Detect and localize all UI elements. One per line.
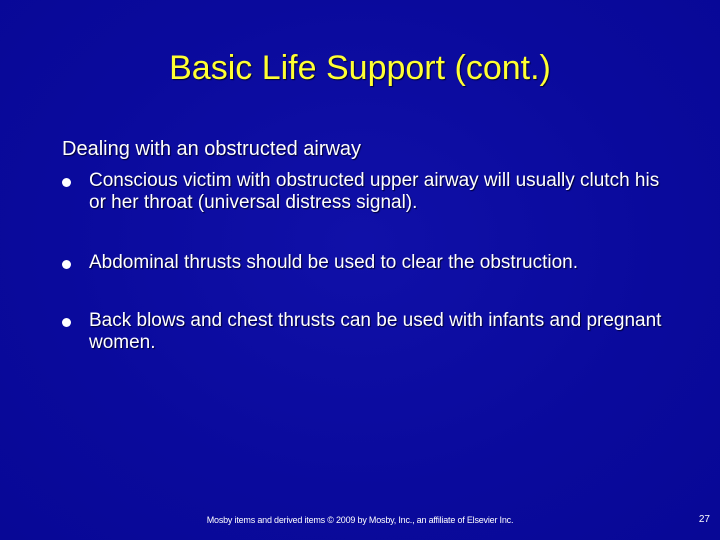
bullet-item — [62, 170, 672, 214]
bullet-text: Back blows and chest thrusts can be used with infants and pregnant women. — [89, 310, 662, 353]
bullet-text: Abdominal thrusts should be used to clear the obstruction. — [89, 252, 579, 273]
bullet-dot-icon — [62, 178, 71, 187]
section-heading: Dealing with an obstructed airway — [62, 138, 362, 160]
bullet-dot-icon — [62, 318, 71, 327]
bullet-item — [62, 252, 672, 274]
bullet-item — [62, 310, 672, 354]
copyright-footer: Mosby items and derived items © 2009 by Mosby, Inc., an affiliate of Elsevier Inc. — [206, 515, 514, 525]
page-number: 27 — [698, 514, 710, 525]
slide-title: Basic Life Support (cont.) — [169, 49, 551, 87]
bullet-text: Conscious victim with obstructed upper airway will usually clutch his or her throat (universal distress signal). — [89, 170, 660, 213]
bullet-dot-icon — [62, 260, 71, 269]
